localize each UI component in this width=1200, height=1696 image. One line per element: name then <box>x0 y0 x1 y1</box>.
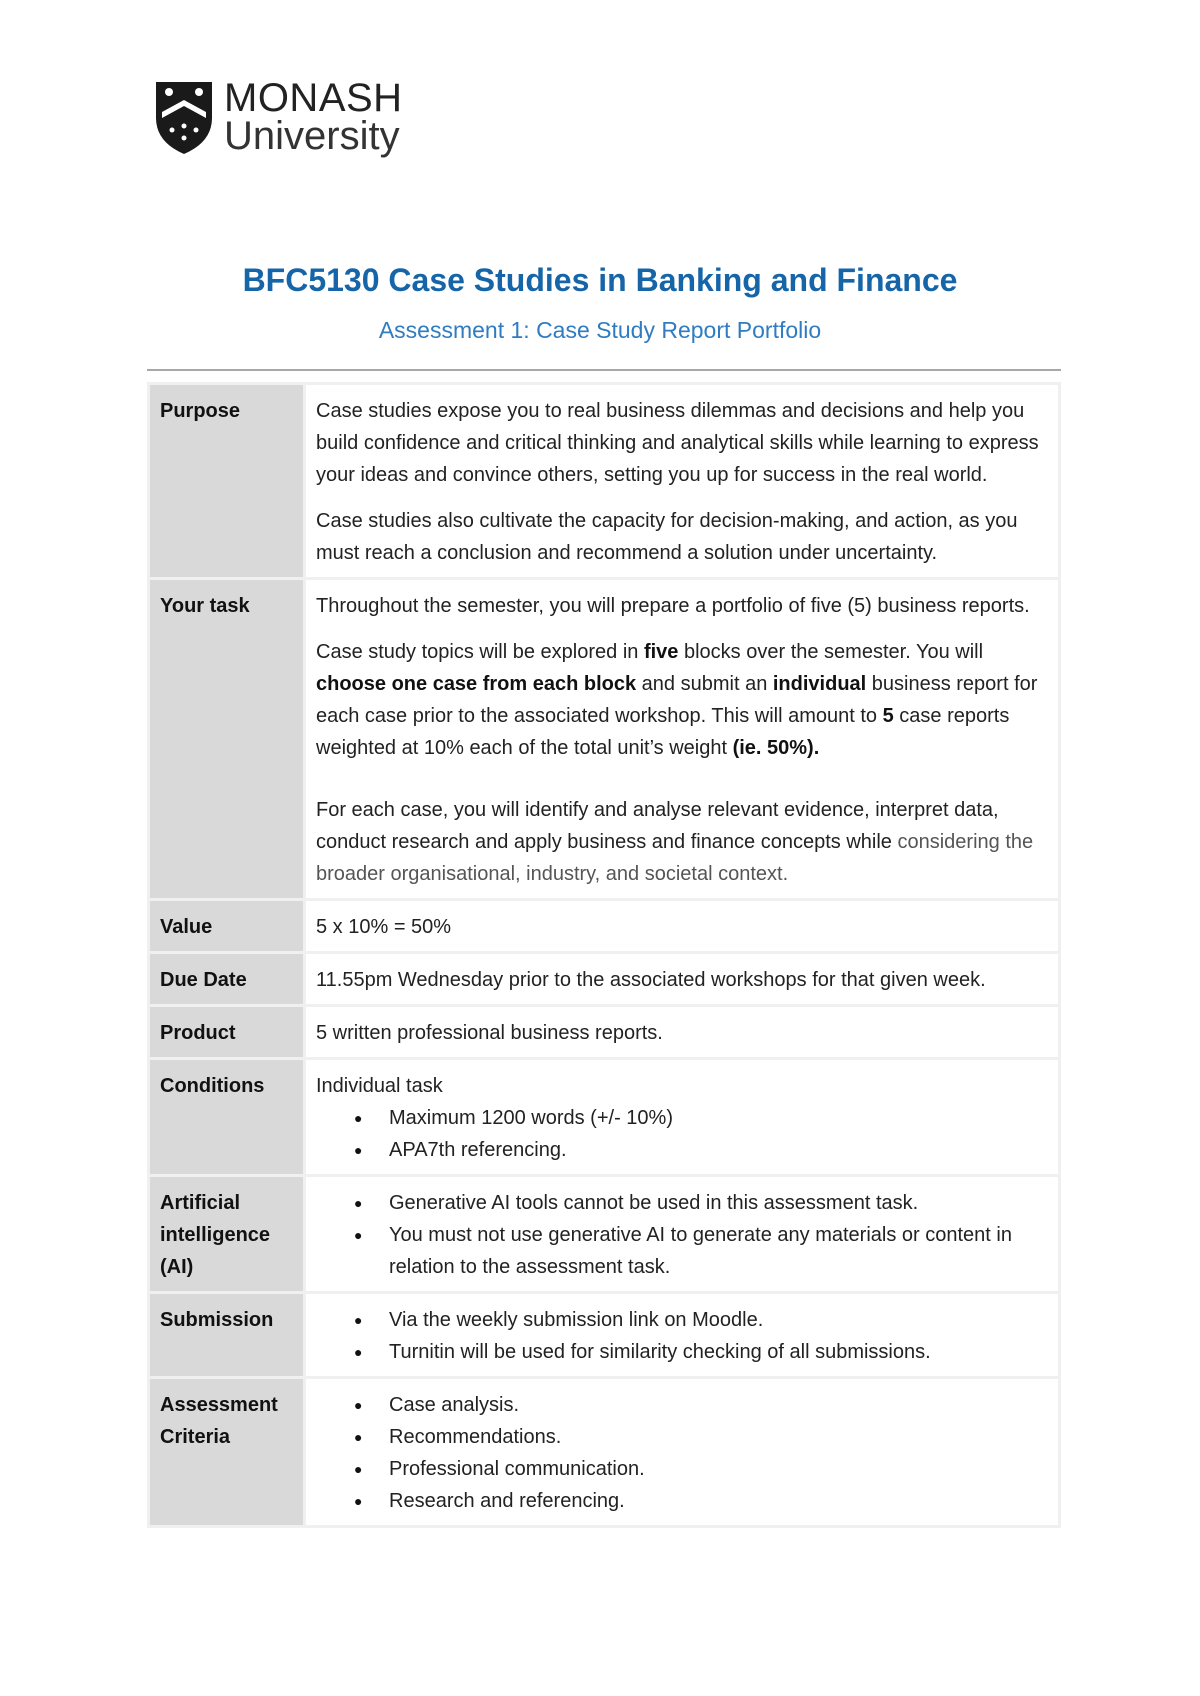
row-label: Submission <box>150 1294 303 1376</box>
monash-logo <box>152 78 403 156</box>
row-label: Conditions <box>150 1060 303 1174</box>
list-item: ● You must not use generative AI to generate any materials or content in relation to the assessment task. <box>316 1219 1048 1283</box>
task-paragraph-2: Case study topics will be explored in five blocks over the semester. You will choose one case from each block and submit an individual business report for each case prior to the associated workshop. This will amount to 5 case reports weighted at 10% each of the total unit’s weight (ie. 50%). <box>316 641 1038 759</box>
list-item: ● APA7th referencing. <box>316 1134 1048 1166</box>
row-conditions <box>150 1060 1058 1174</box>
row-label: Due Date <box>150 954 303 1004</box>
row-label: Value <box>150 901 303 951</box>
list-item: ● Professional communication. <box>316 1453 1048 1485</box>
row-purpose <box>150 385 1058 577</box>
ai-list <box>316 1187 1048 1283</box>
header-divider <box>147 369 1061 371</box>
row-submission <box>150 1294 1058 1376</box>
row-label: Your task <box>150 580 303 898</box>
list-item: ● Maximum 1200 words (+/- 10%) <box>316 1102 1048 1134</box>
conditions-list <box>316 1102 1048 1166</box>
logo-wordmark-top: MONASH <box>224 76 403 120</box>
task-paragraph-3: For each case, you will identify and analyse relevant evidence, interpret data, conduct research and apply business and finance concepts while considering the broader organisational, industry, and societal context. <box>316 799 1034 885</box>
purpose-paragraph-1: Case studies expose you to real business dilemmas and decisions and help you build confidence and critical thinking and analytical skills while learning to express your ideas and convince others, setting you up for success in the real world. <box>316 400 1039 486</box>
list-item: ● Via the weekly submission link on Moodle. <box>316 1304 1048 1336</box>
list-item: ● Turnitin will be used for similarity checking of all submissions. <box>316 1336 1048 1368</box>
row-content <box>306 1177 1058 1291</box>
row-assessment-criteria <box>150 1379 1058 1525</box>
row-content <box>306 1060 1058 1174</box>
row-label: Assessment Criteria <box>150 1379 303 1525</box>
row-due-date <box>150 954 1058 1004</box>
row-label: Purpose <box>150 385 303 577</box>
purpose-paragraph-2: Case studies also cultivate the capacity for decision-making, and action, as you must reach a conclusion and recommend a solution under uncertainty. <box>316 510 1018 564</box>
task-paragraph-1: Throughout the semester, you will prepare a portfolio of five (5) business reports. <box>316 595 1030 617</box>
submission-list <box>316 1304 1048 1368</box>
row-product <box>150 1007 1058 1057</box>
list-item: ● Research and referencing. <box>316 1485 1048 1517</box>
row-content: 11.55pm Wednesday prior to the associated workshops for that given week. <box>306 954 1058 1004</box>
row-content <box>306 1379 1058 1525</box>
conditions-intro: Individual task <box>316 1075 443 1097</box>
row-artificial-intelligence <box>150 1177 1058 1291</box>
row-label: Product <box>150 1007 303 1057</box>
criteria-list <box>316 1389 1048 1517</box>
row-content: 5 written professional business reports. <box>306 1007 1058 1057</box>
document-subtitle: Assessment 1: Case Study Report Portfolio <box>378 317 822 343</box>
row-content: 5 x 10% = 50% <box>306 901 1058 951</box>
row-label: Artificial intelligence (AI) <box>150 1177 303 1291</box>
list-item: ● Case analysis. <box>316 1389 1048 1421</box>
document-title: BFC5130 Case Studies in Banking and Finance <box>242 262 958 298</box>
row-content <box>306 385 1058 577</box>
row-content <box>306 1294 1058 1376</box>
row-your-task <box>150 580 1058 898</box>
list-item: ● Generative AI tools cannot be used in this assessment task. <box>316 1187 1048 1219</box>
row-content <box>306 580 1058 898</box>
list-item: ● Recommendations. <box>316 1421 1048 1453</box>
monash-crest-icon <box>152 78 216 156</box>
assessment-details-table <box>147 382 1061 1528</box>
row-value <box>150 901 1058 951</box>
logo-wordmark-bottom: University <box>224 114 400 158</box>
